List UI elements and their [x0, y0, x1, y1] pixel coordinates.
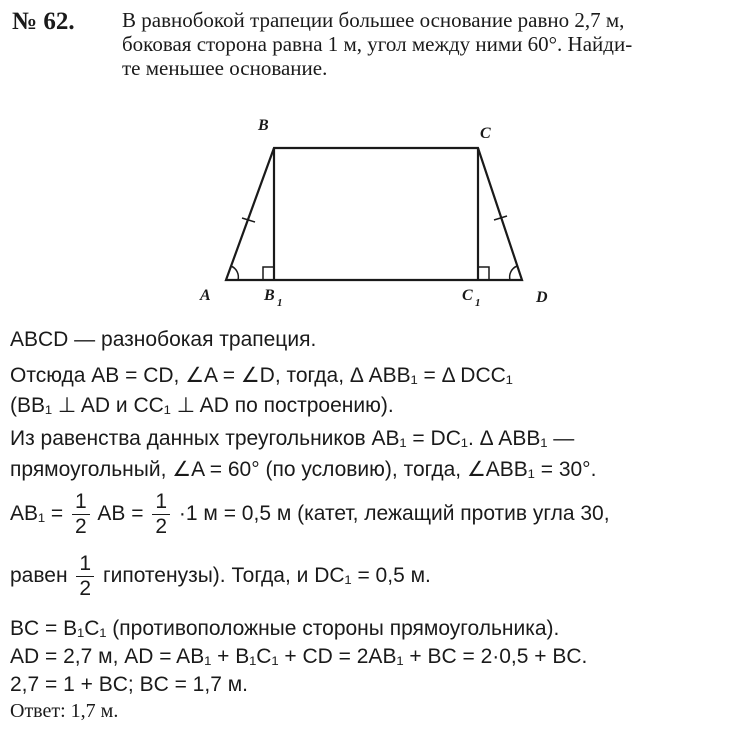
solution-line-1: ABCD — разнобокая трапеция.: [10, 328, 317, 351]
label-c1-sub: 1: [475, 297, 481, 309]
right-angle-b1: [263, 267, 274, 280]
solution-line-2: Отсюда AB = CD, ∠A = ∠D, тогда, Δ ABB₁ = Δ DCC₁: [10, 364, 513, 387]
label-b1-sub: 1: [277, 297, 283, 309]
label-c: C: [480, 125, 491, 142]
label-d: D: [536, 289, 548, 306]
fraction-numerator-3: 1: [76, 552, 94, 577]
fraction-denominator-2: 2: [155, 515, 168, 538]
solution-line-4: Из равенства данных треугольников AB₁ = DC₁. Δ ABB₁ —: [10, 427, 575, 450]
calc-text: ·1 м = 0,5 м (катет, лежащий против угла 30,: [178, 502, 610, 526]
label-c1: C: [462, 287, 473, 304]
ab-text: AB =: [97, 502, 144, 526]
label-b: B: [258, 117, 269, 134]
angle-arc-a: [231, 266, 238, 280]
problem-number: № 62.: [12, 8, 75, 35]
trapezoid-figure: [0, 0, 750, 320]
equals-text: равен: [10, 564, 68, 588]
fraction-numerator-2: 1: [152, 490, 170, 515]
solution-line-9: AD = 2,7 м, AD = AB₁ + B₁C₁ + CD = 2AB₁ + BC = 2·0,5 + BC.: [10, 645, 588, 668]
solution-line-5: прямоугольный, ∠A = 60° (по условию), тогда, ∠ABB₁ = 30°.: [10, 458, 597, 481]
angle-arc-d: [510, 266, 517, 280]
answer: Ответ: 1,7 м.: [10, 700, 119, 722]
hypotenuse-text: гипотенузы). Тогда, и DC₁ = 0,5 м.: [102, 564, 431, 588]
fraction-numerator: 1: [72, 490, 90, 515]
fraction-one-half: [72, 490, 90, 539]
problem-line-1: В равнобокой трапеции большее основание равно 2,7 м,: [122, 8, 625, 32]
solution-line-10: 2,7 = 1 + BC; BC = 1,7 м.: [10, 673, 248, 696]
solution-line-3: (BB₁ ⊥ AD и CC₁ ⊥ AD по построению).: [10, 394, 394, 417]
fraction-one-half-2: [152, 490, 170, 539]
solution-line-8: BC = B₁C₁ (противоположные стороны прямоугольника).: [10, 617, 560, 640]
solution-line-6: [10, 490, 610, 539]
solution-line-7: [10, 552, 431, 601]
fraction-denominator-3: 2: [79, 577, 92, 600]
ab1-text: AB₁ =: [10, 502, 64, 526]
problem-line-2: боковая сторона равна 1 м, угол между ними 60°. Найди-: [122, 32, 633, 56]
label-a: A: [200, 287, 211, 304]
problem-line-3: те меньшее основание.: [122, 56, 328, 80]
fraction-one-half-3: [76, 552, 94, 601]
right-angle-c1: [478, 267, 489, 280]
label-b1: B: [264, 287, 275, 304]
fraction-denominator: 2: [75, 515, 87, 538]
